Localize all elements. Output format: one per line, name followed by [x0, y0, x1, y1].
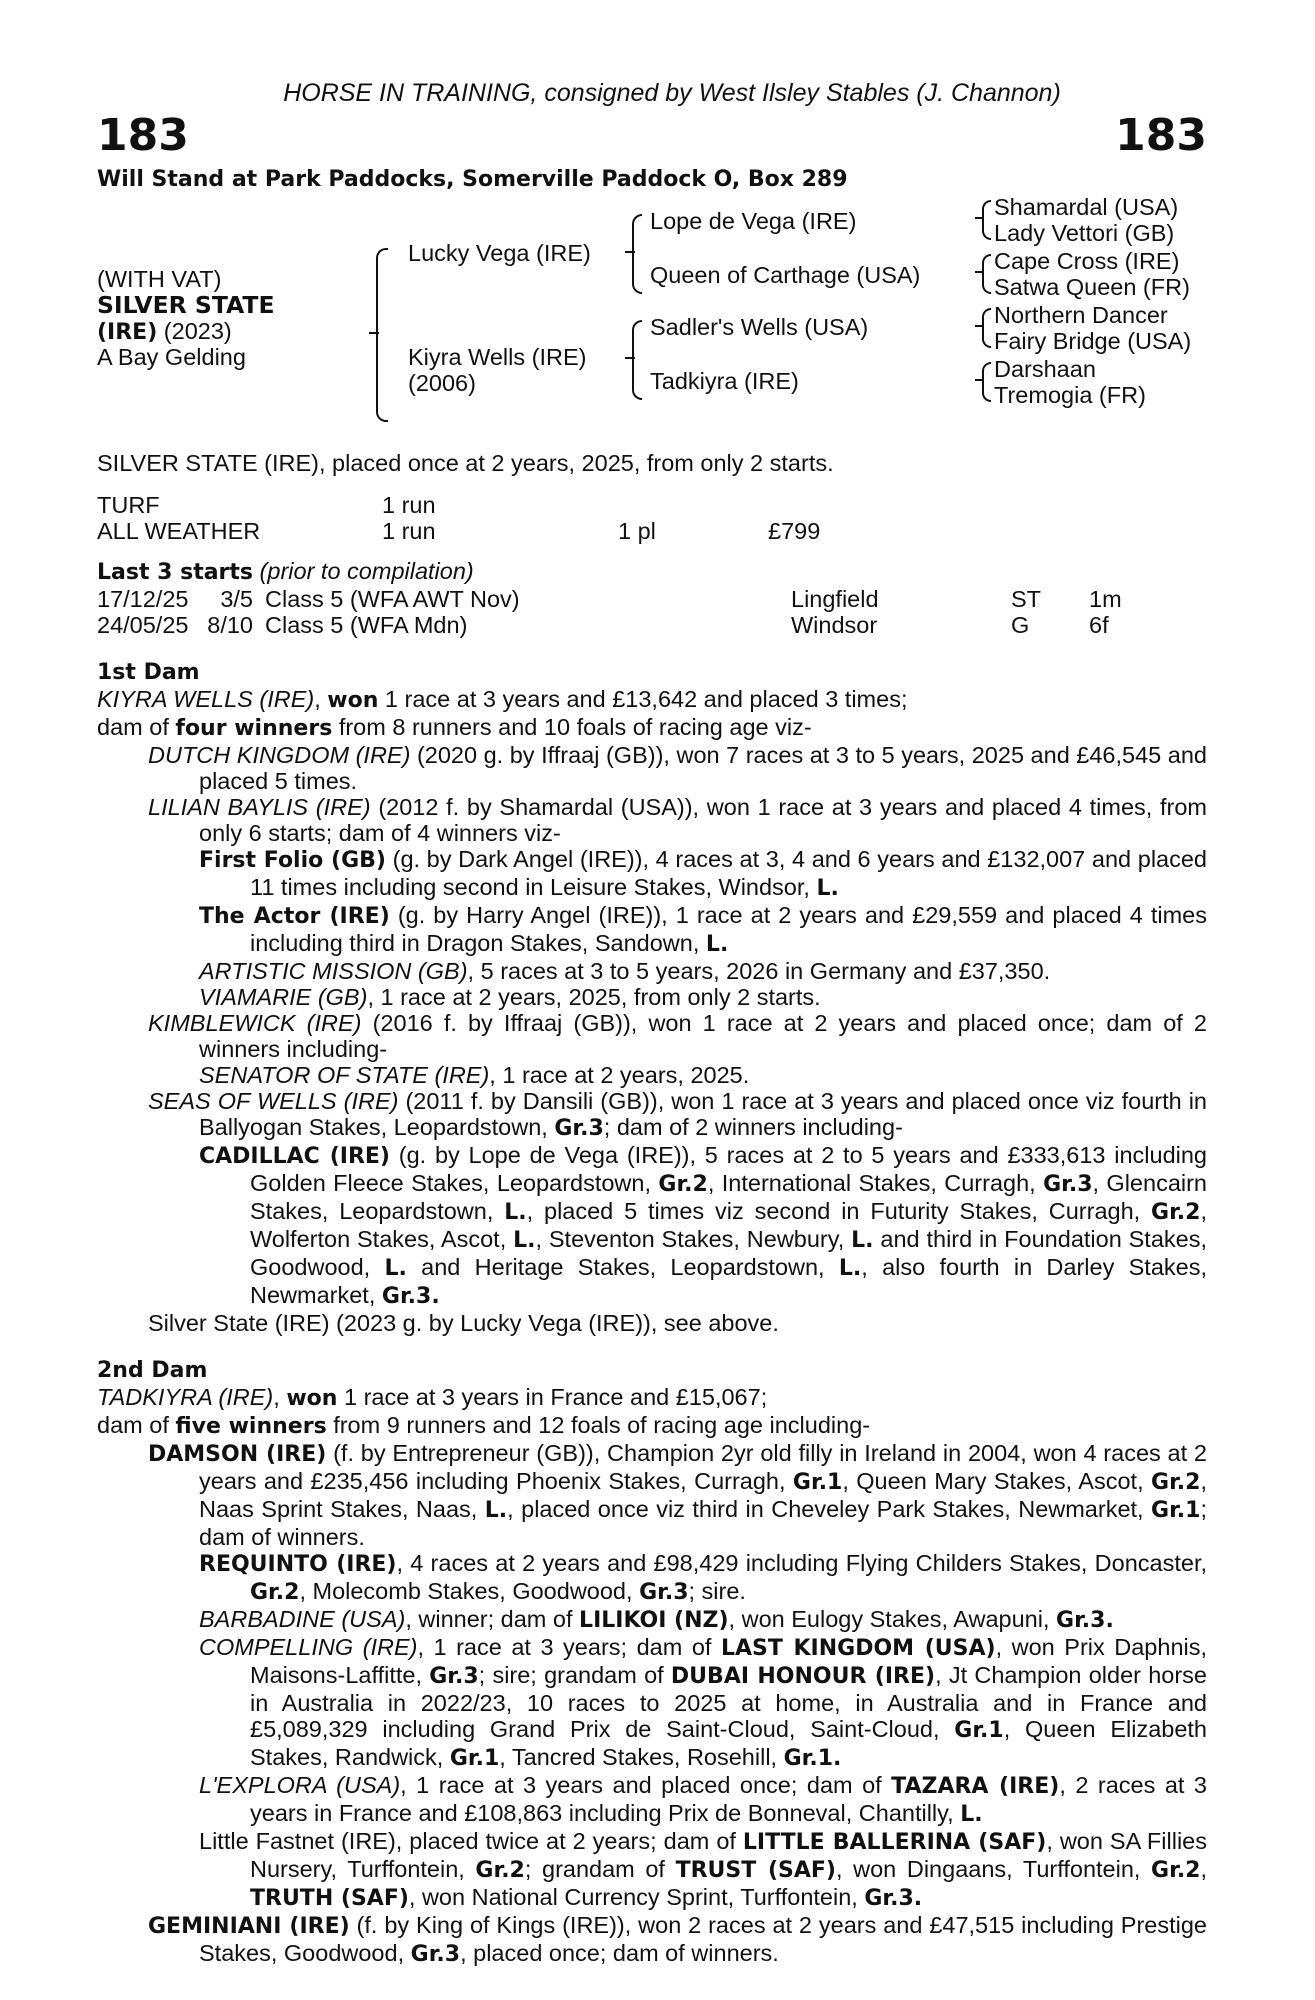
dds: Darshaan — [994, 356, 1096, 382]
sire-parents-brace — [632, 214, 642, 294]
vat-label: (WITH VAT) — [97, 266, 222, 292]
start-row: 17/12/25 3/5 Class 5 (WFA AWT Nov) Lingfield ST 1m — [97, 586, 1122, 612]
pedigree-table — [97, 194, 1207, 428]
lot-number-right: 183 — [1115, 110, 1207, 161]
stabling-info: Will Stand at Park Paddocks, Somerville Paddock O, Box 289 — [97, 167, 848, 192]
horse-description: A Bay Gelding — [97, 344, 246, 370]
second-dam-section: 2nd Dam TADKIYRA (IRE), won 1 race at 3 years in France and £15,067; dam of five winners from 9 runners and 12 foals of racing age including- DAMSON (IRE) (f. by Entrepreneur (GB)), Champion 2yr old filly in Ireland in 2004, won 4 races at 2 years and £235,456 including Phoenix Stakes, Curragh, Gr.1, Queen Mary Stakes, Ascot, Gr.2, Naas Sprint Stakes, Naas, L., placed once viz third in Cheveley Park Stakes, Newmarket, Gr.1; dam of winners. REQUINTO (IRE), 4 races at 2 years and £98,429 including Flying Childers Stakes, Doncaster, Gr.2, Molecomb Stakes, Goodwood, Gr.3; sire. BARBADINE (USA), winner; dam of LILIKOI (NZ), won Eulogy Stakes, Awapuni, Gr.3. COMPELLING (IRE), 1 race at 3 years; dam of LAST KINGDOM (USA), won Prix Daphnis, Maisons-Laffitte, Gr.3; sire; grandam of DUBAI HONOUR (IRE), Jt Champion older horse in Australia in 2022/23, 10 races to 2025 at home, in Australia and in France and £5,089,329 including Grand Prix de Saint-Cloud, Saint-Cloud, Gr.1, Queen Elizabeth Stakes, Randwick, Gr.1, Tancred Stakes, Rosehill, Gr.1. L'EXPLORA (USA), 1 race at 3 years and placed once; dam of TAZARA (IRE), 2 races at 3 years in France and £108,863 including Prix de Bonneval, Chantilly, L. Little Fastnet (IRE), placed twice at 2 years; dam of LITTLE BALLERINA (SAF), won SA Fillies Nursery, Turffontein, Gr.2; grandam of TRUST (SAF), won Dingaans, Turffontein, Gr.2, TRUTH (SAF), won National Currency Sprint, Turffontein, Gr.3. GEMINIANI (IRE) (f. by King of Kings (IRE)), won 2 races at 2 years and £47,515 including Prestige Stakes, Goodwood, Gr.3, placed once; dam of winners. — [97, 1358, 1208, 1967]
first-dam-section: 1st Dam KIYRA WELLS (IRE), won 1 race at 3 years and £13,642 and placed 3 times; dam of four winners from 8 runners and 10 foals of racing age viz- DUTCH KINGDOM (IRE) (2020 g. by Iffraaj (GB)), won 7 races at 3 to 5 years, 2025 and £46,545 and placed 5 times. LILIAN BAYLIS (IRE) (2012 f. by Shamardal (USA)), won 1 race at 3 years and placed 4 times, from only 6 starts; dam of 4 winners viz- First Folio (GB) (g. by Dark Angel (IRE)), 4 races at 3, 4 and 6 years and £132,007 and placed 11 times including second in Leisure Stakes, Windsor, L. The Actor (IRE) (g. by Harry Angel (IRE)), 1 race at 2 years and £29,559 and placed 4 times including third in Dragon Stakes, Sandown, L. ARTISTIC MISSION (GB), 5 races at 3 to 5 years, 2026 in Germany and £37,350. VIAMARIE (GB), 1 race at 2 years, 2025, from only 2 starts. KIMBLEWICK (IRE) (2016 f. by Iffraaj (GB)), won 1 race at 2 years and placed once; dam of 2 winners including- SENATOR OF STATE (IRE), 1 race at 2 years, 2025. SEAS OF WELLS (IRE) (2011 f. by Dansili (GB)), won 1 race at 3 years and placed once viz fourth in Ballyogan Stakes, Leopardstown, Gr.3; dam of 2 winners including- CADILLAC (IRE) (g. by Lope de Vega (IRE)), 5 races at 2 to 5 years and £333,613 including Golden Fleece Stakes, Leopardstown, Gr.2, International Stakes, Curragh, Gr.3, Glencairn Stakes, Leopardstown, L., placed 5 times viz second in Futurity Stakes, Curragh, Gr.2, Wolferton Stakes, Ascot, L., Steventon Stakes, Newbury, L. and third in Foundation Stakes, Goodwood, L. and Heritage Stakes, Leopardstown, L., also fourth in Darley Stakes, Newmarket, Gr.3. Silver State (IRE) (2023 g. by Lucky Vega (IRE)), see above. — [97, 660, 1208, 1336]
horse-origin: (IRE) (2023) — [97, 318, 232, 345]
dam-year: (2006) — [408, 370, 476, 396]
dam: Kiyra Wells (IRE) — [408, 344, 587, 370]
last-starts-table — [97, 586, 1122, 638]
horse-name: SILVER STATE — [97, 291, 275, 319]
ssd: Lady Vettori (GB) — [994, 220, 1175, 246]
record-row: TURF 1 run — [97, 492, 436, 518]
sire-dam-brace — [376, 248, 388, 422]
sire-sire: Lope de Vega (IRE) — [650, 208, 857, 234]
dam-sire: Sadler's Wells (USA) — [650, 314, 869, 340]
second-dam-heading: 2nd Dam — [97, 1358, 208, 1383]
last-starts-title: Last 3 starts (prior to compilation) — [97, 558, 474, 585]
catalogue-page — [97, 78, 1207, 1968]
sire-dam: Queen of Carthage (USA) — [650, 262, 921, 288]
record-row: ALL WEATHER 1 run 1 pl £799 — [97, 518, 821, 544]
sdd: Satwa Queen (FR) — [994, 274, 1190, 300]
lot-number-left: 183 — [97, 110, 189, 161]
start-row: 24/05/25 8/10 Class 5 (WFA Mdn) Windsor G 6f — [97, 612, 1109, 638]
dam-dam: Tadkiyra (IRE) — [650, 368, 799, 394]
dss: Northern Dancer — [994, 302, 1168, 328]
summary: SILVER STATE (IRE), placed once at 2 years, 2025, from only 2 starts. — [97, 450, 834, 476]
lot-number-row — [97, 108, 1207, 160]
consignor-header: HORSE IN TRAINING, consigned by West Ilsley Stables (J. Channon) — [283, 79, 1061, 107]
sire: Lucky Vega (IRE) — [408, 240, 591, 266]
sss: Shamardal (USA) — [994, 194, 1179, 220]
first-dam-heading: 1st Dam — [97, 660, 200, 685]
dsd: Fairy Bridge (USA) — [994, 328, 1192, 354]
dam-parents-brace — [632, 320, 642, 400]
race-record — [97, 492, 820, 544]
ddd: Tremogia (FR) — [994, 382, 1146, 408]
sds: Cape Cross (IRE) — [994, 248, 1180, 274]
